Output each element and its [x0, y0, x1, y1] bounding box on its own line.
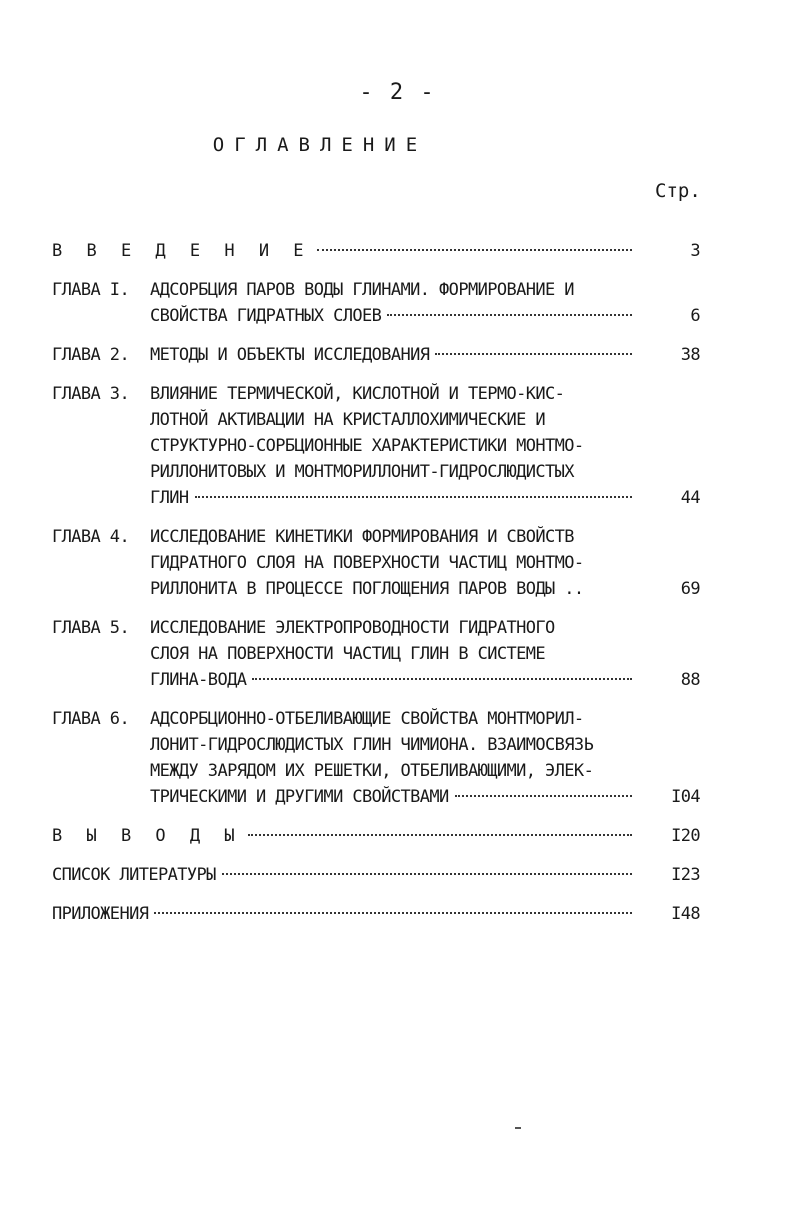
scan-speck: [515, 1127, 521, 1129]
toc-entry-chapter-1[interactable]: [52, 277, 700, 329]
chapter-label: ГЛАВА 5.: [52, 618, 130, 638]
entry-title-line: ИССЛЕДОВАНИЕ КИНЕТИКИ ФОРМИРОВАНИЯ И СВОЙСТВ: [150, 527, 574, 547]
entry-title-line: ГЛИНА-ВОДА: [150, 670, 247, 690]
entry-title: ПРИЛОЖЕНИЯ: [52, 904, 149, 924]
entry-title: В Ы В О Д Ы: [52, 826, 242, 846]
page-column-label: Стр.: [655, 180, 701, 202]
entry-page-number: I48: [671, 904, 700, 924]
entry-title-line: ГИДРАТНОГО СЛОЯ НА ПОВЕРХНОСТИ ЧАСТИЦ МОНТМО-: [150, 553, 584, 573]
entry-page-number: 6: [690, 306, 700, 326]
entry-title-line: АДСОРБЦИЯ ПАРОВ ВОДЫ ГЛИНАМИ. ФОРМИРОВАНИЕ И: [150, 280, 574, 300]
entry-title-line: АДСОРБЦИОННО-ОТБЕЛИВАЮЩИЕ СВОЙСТВА МОНТМОРИЛ-: [150, 709, 584, 729]
chapter-label: ГЛАВА 4.: [52, 527, 130, 547]
entry-page-number: 44: [680, 488, 700, 508]
chapter-label: ГЛАВА 6.: [52, 709, 130, 729]
page-number: - 2 -: [359, 80, 436, 105]
entry-title-line: ЛОТНОЙ АКТИВАЦИИ НА КРИСТАЛЛОХИМИЧЕСКИЕ И: [150, 410, 546, 430]
entry-page-number: 38: [680, 345, 700, 365]
toc-heading: ОГЛАВЛЕНИЕ: [212, 134, 428, 156]
entry-page-number: I20: [671, 826, 700, 846]
entry-page-number: 88: [680, 670, 700, 690]
toc-entry-chapter-2[interactable]: [52, 342, 700, 368]
entry-page-number: 3: [690, 241, 700, 261]
toc-entry-conclusions[interactable]: [52, 823, 700, 849]
entry-title-line: СВОЙСТВА ГИДРАТНЫХ СЛОЕВ: [150, 306, 382, 326]
dot-leader: [435, 353, 632, 355]
entry-title-line: РИЛЛОНИТОВЫХ И МОНТМОРИЛЛОНИТ-ГИДРОСЛЮДИСТЫХ: [150, 462, 574, 482]
dot-leader: [317, 249, 632, 251]
dot-leader: [252, 678, 632, 680]
dot-leader: [222, 873, 632, 875]
dot-leader: [248, 834, 632, 836]
dot-leader: [387, 314, 632, 316]
toc-entry-chapter-5[interactable]: [52, 615, 700, 693]
entry-page-number: 69: [680, 579, 700, 599]
toc-entry-introduction[interactable]: [52, 238, 700, 264]
toc-entry-chapter-3[interactable]: [52, 381, 700, 511]
chapter-label: ГЛАВА 3.: [52, 384, 130, 404]
entry-title-line: РИЛЛОНИТА В ПРОЦЕССЕ ПОГЛОЩЕНИЯ ПАРОВ ВОДЫ ..: [150, 579, 584, 599]
entry-title-line: МЕТОДЫ И ОБЪЕКТЫ ИССЛЕДОВАНИЯ: [150, 345, 430, 365]
entry-title-line: СЛОЯ НА ПОВЕРХНОСТИ ЧАСТИЦ ГЛИН В СИСТЕМЕ: [150, 644, 546, 664]
entry-title-line: ГЛИН: [150, 488, 189, 508]
entry-page-number: I23: [671, 865, 700, 885]
entry-title-line: МЕЖДУ ЗАРЯДОМ ИХ РЕШЕТКИ, ОТБЕЛИВАЮЩИМИ, ЭЛЕК-: [150, 761, 594, 781]
dot-leader: [154, 912, 632, 914]
toc-entry-chapter-6[interactable]: [52, 706, 700, 810]
dot-leader: [455, 795, 632, 797]
dot-leader: [195, 496, 632, 498]
entry-title-line: ТРИЧЕСКИМИ И ДРУГИМИ СВОЙСТВАМИ: [150, 787, 449, 807]
entry-page-number: I04: [671, 787, 700, 807]
table-of-contents: [52, 238, 700, 940]
entry-title-line: ЛОНИТ-ГИДРОСЛЮДИСТЫХ ГЛИН ЧИМИОНА. ВЗАИМОСВЯЗЬ: [150, 735, 594, 755]
entry-title: В В Е Д Е Н И Е: [52, 241, 311, 261]
entry-title-line: СТРУКТУРНО-СОРБЦИОННЫЕ ХАРАКТЕРИСТИКИ МОНТМО-: [150, 436, 584, 456]
toc-entry-references[interactable]: [52, 862, 700, 888]
chapter-label: ГЛАВА I.: [52, 280, 130, 300]
chapter-label: ГЛАВА 2.: [52, 345, 130, 365]
entry-title-line: ВЛИЯНИЕ ТЕРМИЧЕСКОЙ, КИСЛОТНОЙ И ТЕРМО-КИС-: [150, 384, 565, 404]
entry-title: СПИСОК ЛИТЕРАТУРЫ: [52, 865, 216, 885]
entry-title-line: ИССЛЕДОВАНИЕ ЭЛЕКТРОПРОВОДНОСТИ ГИДРАТНОГО: [150, 618, 555, 638]
toc-entry-chapter-4[interactable]: [52, 524, 700, 602]
toc-entry-appendices[interactable]: [52, 901, 700, 927]
